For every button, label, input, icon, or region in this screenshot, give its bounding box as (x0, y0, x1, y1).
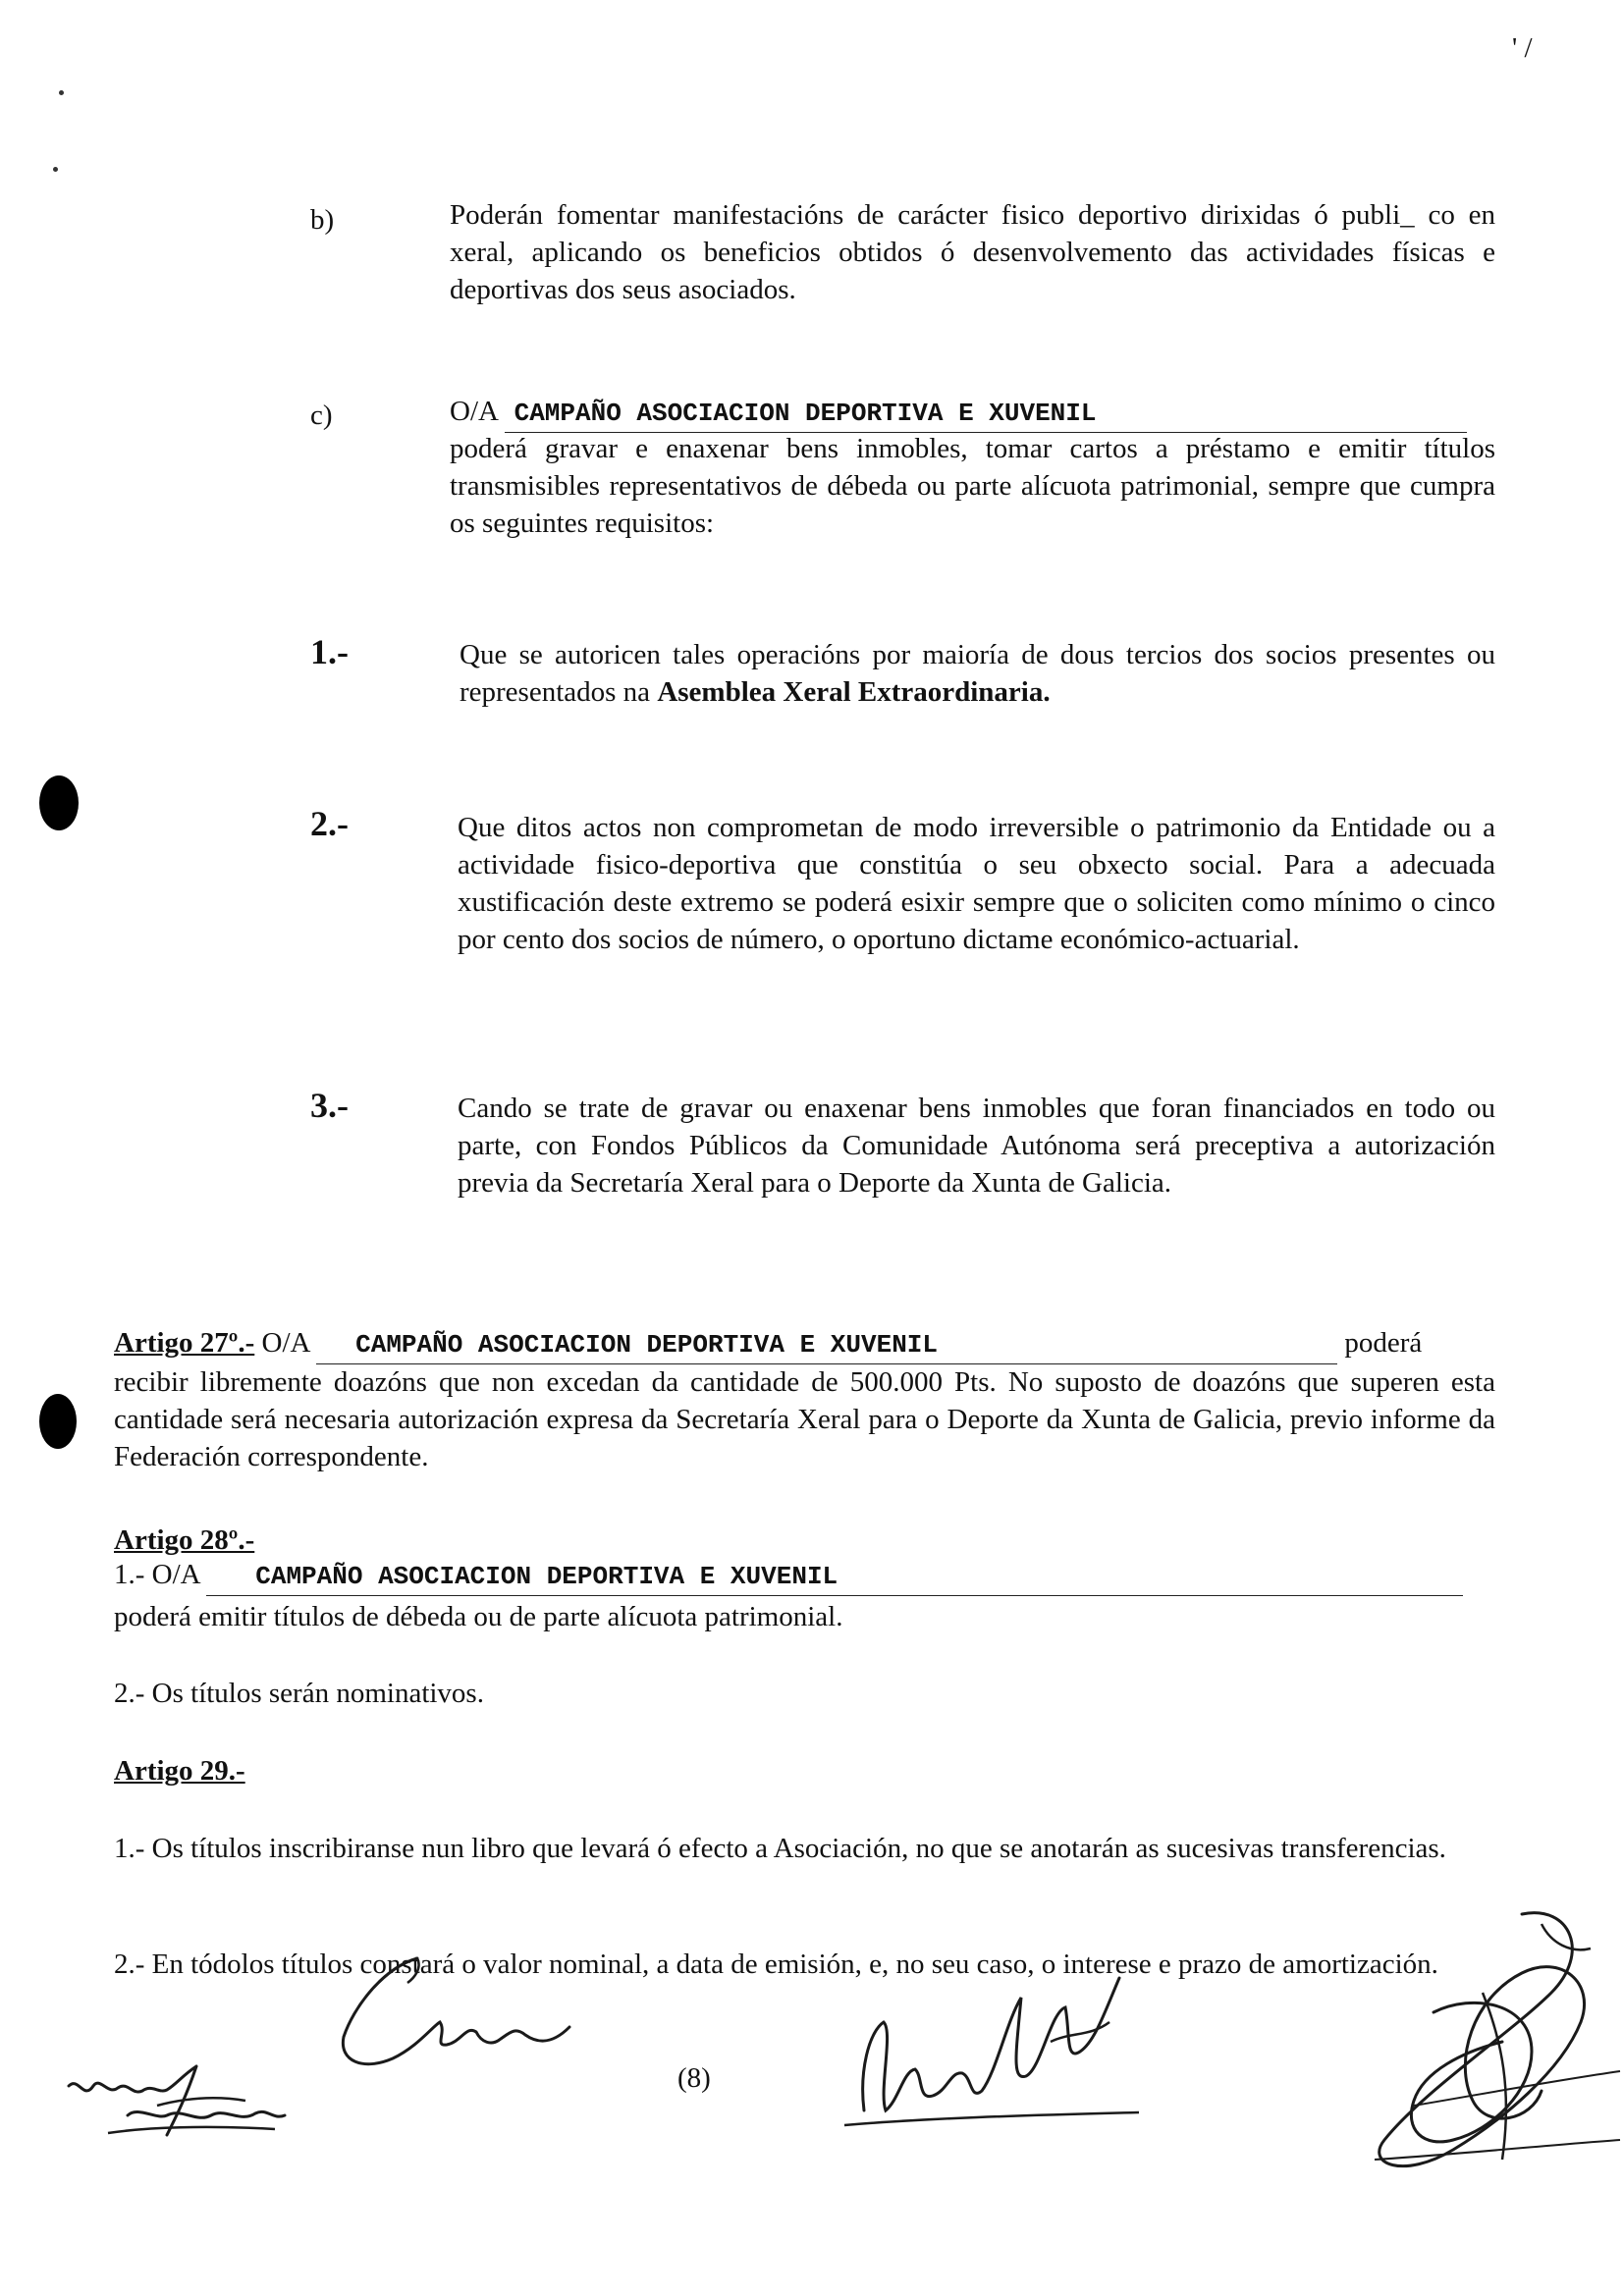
item-c-text: poderá gravar e enaxenar bens inmobles, tomar cartos a préstamo e emitir títulos transmisibles representativos de débeda ou parte alícuota patrimonial, sempre que cumpra os seguintes requisitos: (450, 433, 1495, 539)
page-number: (8) (677, 2062, 711, 2094)
scan-speck (53, 167, 58, 172)
art29-heading: Artigo 29.- (114, 1755, 245, 1787)
item-c-first-line (450, 393, 1495, 433)
art29-p1: 1.- Os títulos inscribiranse nun libro que levará ó efecto a Asociación, no que se anotarán as sucesivas transferencias. (114, 1833, 1446, 1864)
signature-4 (1276, 1895, 1623, 2189)
art28-p1-text: poderá emitir títulos de débeda ou de parte alícuota patrimonial. (114, 1601, 843, 1632)
item-c-prefix: O/A (450, 396, 498, 427)
req1-paragraph (460, 636, 1495, 711)
art27-suffix: poderá (1344, 1327, 1423, 1359)
req3-number: 3.- (310, 1086, 349, 1125)
art27-text: recibir libremente doazóns que non excedan da cantidade de 500.000 Pts. No suposto de doazóns que superen esta cantidade será necesaria autorización expresa da Secretaría Xeral para o Deporte da Xunta de Galicia, previo informe da Federación correspondente. (114, 1366, 1495, 1472)
scan-speck (59, 90, 64, 95)
art27-heading: Artigo 27º.- (114, 1327, 255, 1359)
art27-first-line (114, 1324, 1495, 1364)
art28-entity-field (206, 1556, 1463, 1596)
signature-2 (49, 2047, 324, 2155)
art28-p2: 2.- Os títulos serán nominativos. (114, 1678, 484, 1709)
art27-entity: CAMPAÑO ASOCIACION DEPORTIVA E XUVENIL (355, 1330, 939, 1360)
req2-number: 2.- (310, 804, 349, 843)
item-c-entity-field (505, 393, 1467, 433)
item-c-entity: CAMPAÑO ASOCIACION DEPORTIVA E XUVENIL (514, 399, 1097, 428)
req1-number: 1.- (310, 632, 349, 671)
art27-prefix: O/A (261, 1327, 309, 1359)
art28-p1-prefix: 1.- O/A (114, 1559, 199, 1590)
signature-1 (324, 1949, 609, 2086)
req1-text: Que se autoricen tales operacións por maioría de dous tercios dos socios presentes ou representados na (460, 639, 1495, 708)
art28-entity: CAMPAÑO ASOCIACION DEPORTIVA E XUVENIL (255, 1562, 839, 1591)
req3-text: Cando se trate de gravar ou enaxenar bens inmobles que foran financiados en todo ou parte, con Fondos Públicos da Comunidade Autónoma será preceptiva a autorización previa da Secretaría Xeral para o Deporte da Xunta de Galicia. (458, 1093, 1495, 1199)
req1-bold-text: Asemblea Xeral Extraordinaria. (657, 676, 1051, 708)
punch-hole-mark (39, 1394, 77, 1449)
req2-text: Que ditos actos non comprometan de modo irreversible o patrimonio da Entidade ou a actividade fisico-deportiva que constitúa o seu obxecto social. Para a adecuada xustificación deste extremo se poderá esixir sempre que o soliciten como mínimo o cinco por cento dos socios de número, o oportuno dictame económico-actuarial. (458, 812, 1495, 955)
art28-heading: Artigo 28º.- (114, 1524, 255, 1556)
art27-entity-field (316, 1324, 1337, 1364)
art28-p1-first-line (114, 1556, 1495, 1596)
corner-mark: ' / (1512, 32, 1533, 64)
punch-hole-mark (39, 775, 79, 830)
signature-3 (825, 1953, 1149, 2140)
item-c-label: c) (310, 400, 333, 431)
item-b-label: b) (310, 204, 335, 236)
art29-p2: 2.- En tódolos títulos constará o valor nominal, a data de emisión, e, no seu caso, o interese e prazo de amortización. (114, 1949, 1438, 1980)
item-b-text: Poderán fomentar manifestacións de carácter fisico deportivo dirixidas ó publi_ co en xeral, aplicando os beneficios obtidos ó desenvolvemento das actividades físicas e deportivas dos seus asociados. (450, 199, 1495, 305)
